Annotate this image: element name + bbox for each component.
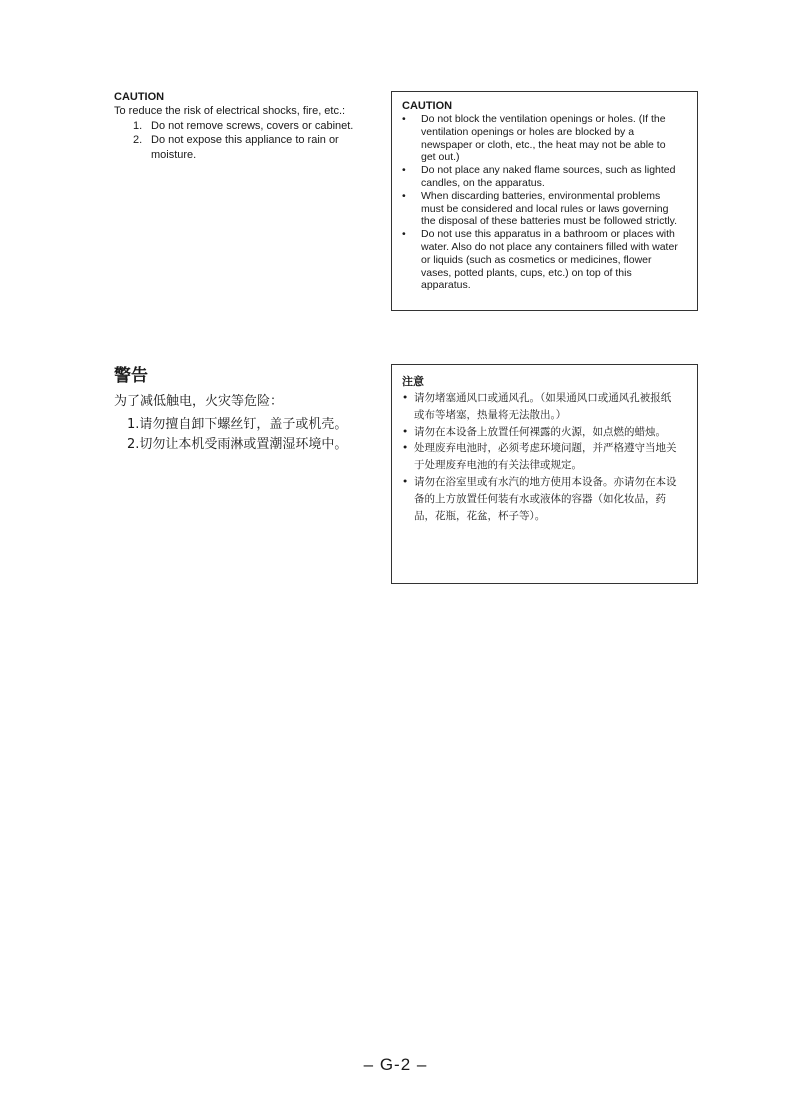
caution-box-cn-item	[402, 424, 677, 441]
caution-cn-section	[114, 365, 384, 455]
caution-cn-box	[391, 364, 698, 584]
item-text: 处理废弃电池时，必须考虑环境问题，并严格遵守当地关于处理废弃电池的有关法律或规定。	[414, 442, 677, 472]
caution-box-cn-title: 注意	[402, 375, 424, 388]
item-text: Do not block the ventilation openings or holes. (If the ventilation openings or holes are blocked by a newspaper or cloth, etc., the heat may not be able to get out.)	[421, 113, 666, 164]
caution-box-cn-item	[402, 390, 677, 424]
caution-en-title: CAUTION	[114, 91, 165, 103]
caution-cn-intro: 为了减低触电，火灾等危险：	[114, 394, 284, 409]
caution-cn-item: 2.切勿让本机受雨淋或置潮湿环境中。	[127, 437, 348, 452]
caution-box-en-item	[402, 228, 679, 292]
item-number: 2.	[133, 134, 143, 146]
item-text: Do not expose this appliance to rain or moisture.	[151, 134, 339, 161]
bullet-icon: •	[402, 425, 409, 438]
caution-box-en-item	[402, 113, 679, 164]
caution-box-cn-item	[402, 440, 677, 474]
caution-en-item	[114, 133, 351, 162]
caution-en-list	[114, 119, 379, 163]
caution-box-en-item	[402, 190, 679, 228]
bullet-icon: •	[402, 189, 406, 202]
bullet-icon: •	[402, 228, 406, 241]
caution-box-en-item	[402, 164, 679, 190]
caution-cn-list	[114, 415, 384, 455]
caution-box-cn-list	[402, 390, 677, 524]
bullet-icon: •	[402, 475, 409, 488]
caution-box-en-list	[402, 113, 679, 292]
caution-cn-item: 1.请勿擅自卸下螺丝钉，盖子或机壳。	[127, 417, 348, 432]
item-text: 请勿在本设备上放置任何裸露的火源，如点燃的蜡烛。	[414, 425, 666, 438]
caution-en-item	[114, 119, 379, 134]
bullet-icon: •	[402, 442, 409, 455]
caution-box-cn-item	[402, 474, 677, 524]
caution-en-box	[391, 91, 698, 311]
item-text: 请勿在浴室里或有水汽的地方使用本设备。亦请勿在本设备的上方放置任何装有水或液体的容器（如化妆品，药品，花瓶，花盆，杯子等）。	[414, 475, 677, 522]
item-text: Do not remove screws, covers or cabinet.	[151, 119, 354, 132]
item-text: When discarding batteries, environmental problems must be considered and local rules or laws governing the disposal of these batteries must be followed strictly.	[421, 189, 678, 228]
caution-en-section	[114, 90, 379, 162]
caution-cn-title: 警告	[114, 366, 148, 386]
caution-en-intro: To reduce the risk of electrical shocks, fire, etc.:	[114, 105, 346, 117]
bullet-icon: •	[402, 392, 409, 404]
item-text: Do not use this apparatus in a bathroom or places with water. Also do not place any containers filled with water or liquids (such as cosmetics or medicines, flower vases, potted plants, cups, etc.) on top of this apparatus.	[421, 228, 678, 292]
item-text: Do not place any naked flame sources, such as lighted candles, on the apparatus.	[421, 164, 676, 189]
item-number: 1.	[133, 119, 143, 132]
caution-box-en-title: CAUTION	[402, 100, 453, 112]
bullet-icon: •	[402, 113, 406, 125]
bullet-icon: •	[402, 164, 406, 177]
page-number: – G-2 –	[363, 1055, 428, 1074]
item-text: 请勿堵塞通风口或通风孔。（如果通风口或通风孔被报纸或布等堵塞，热量将无法散出。）	[414, 392, 672, 421]
